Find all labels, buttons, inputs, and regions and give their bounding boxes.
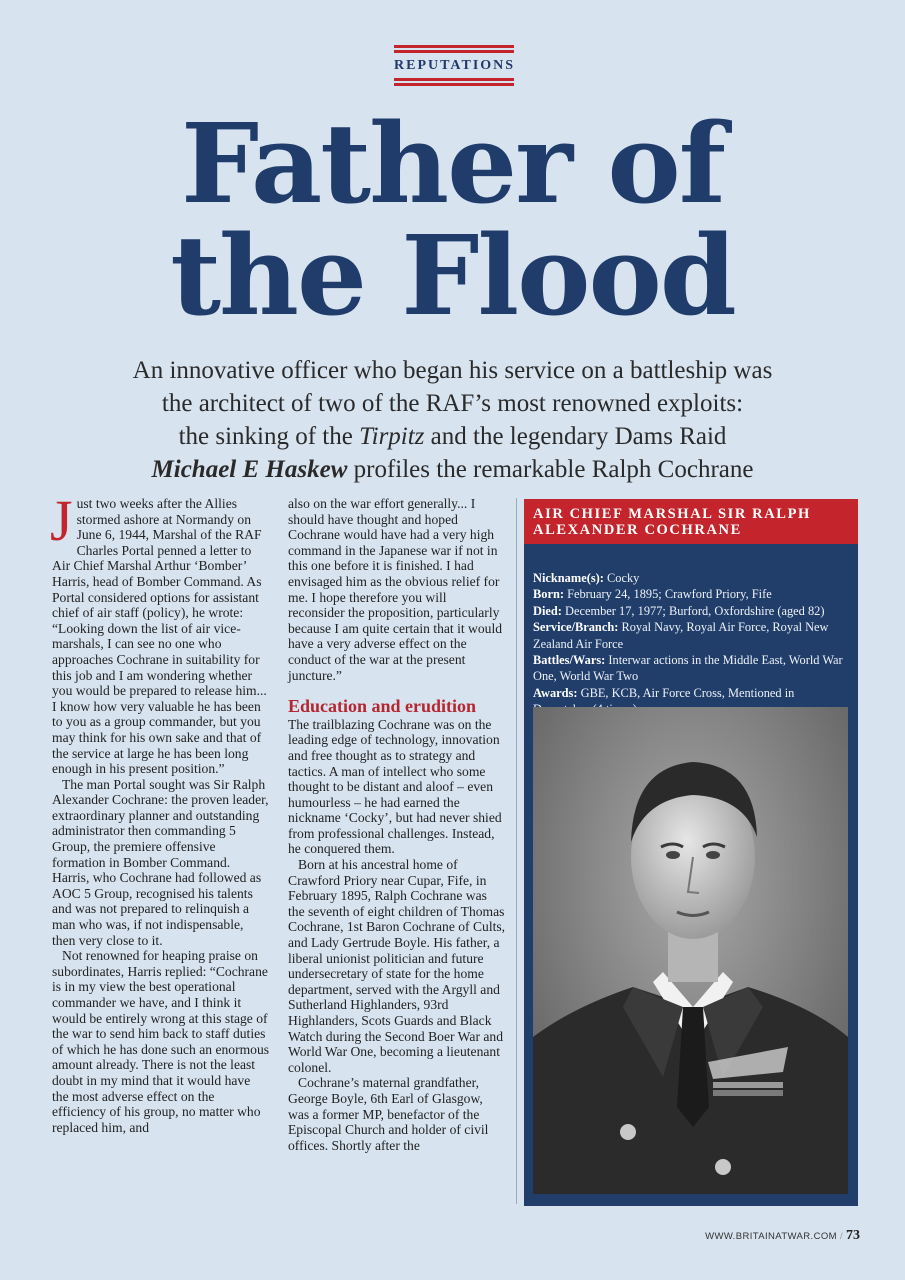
standfirst-line-2: the architect of two of the RAF’s most renowned exploits: xyxy=(161,390,744,417)
page-footer: WWW.BRITAINATWAR.COM / 73 xyxy=(705,1228,860,1243)
article-paragraph: Born at his ancestral home of Crawford Priory near Cupar, Fife, in February 1895, Ralph Cochrane was the seventh of eight children of Thomas Cochrane, 1st Baron Cochrane of Cults, and Lady Gertrude Boyle. His father, a liberal unionist politician and future undersecretary of state for the home department, served with the Argyll and Sutherland Highlanders, 93rd Highlanders, Scots Guards and Black Watch during the Second Boer War and World War One, becoming a lieutenant colonel. xyxy=(288,857,506,1075)
section-kicker xyxy=(394,45,514,88)
standfirst-line-1: An innovative officer who began his service on a battleship was xyxy=(132,357,773,384)
headline xyxy=(0,99,905,340)
standfirst-line-3-pre: the sinking of the xyxy=(178,423,360,450)
drop-cap: J xyxy=(50,488,73,553)
article-paragraph: The trailblazing Cochrane was on the leading edge of technology, innovation and free thought as to strategy and tactics. A man of intellect who some thought to be distant and aloof – even humourless – he had earned the nickname ‘Cocky’, but had never shied from professional challenges. Instead, he conquered them. xyxy=(288,716,502,857)
article-paragraph: also on the war effort generally... I should have thought and hoped Cochrane would have had a very high command in the Japanese war if not in this one before it is finished. I had envisaged him as the obvious relief for me. I hope therefore you will reconsider the proposition, particularly because I am quite certain that it would have a very adverse effect on the conduct of the war at the present juncture.” xyxy=(288,496,503,683)
article-paragraph: Just two weeks after the Allies stormed ashore at Normandy on June 6, 1944, Marshal of the RAF Charles Portal penned a letter to Air Chief Marshal Arthur ‘Bomber’ Harris, head of Bomber Command. As Portal considered options for assistant chief of air staff (policy), he wrote: “Looking down the list of air vice-marshals, I can see no one who approaches Cochrane in suitability for this job and I am wondering whether you would be prepared to release him... I know how very valuable he has been to you as a group commander, but you may think for his own sake and that of the service at large he has been long enough in his present position.” xyxy=(50,488,267,777)
headline-line-1: Father of xyxy=(180,99,725,228)
footer-url: WWW.BRITAINATWAR.COM xyxy=(705,1231,837,1242)
fact-list xyxy=(524,544,858,718)
column-divider xyxy=(516,498,517,1204)
standfirst xyxy=(60,354,845,486)
fact-row: Died: December 17, 1977; Burford, Oxfordshire (aged 82) xyxy=(533,603,825,618)
article-column-1 xyxy=(50,488,270,1135)
fact-row: Service/Branch: Royal Navy, Royal Air Force, Royal New Zealand Air Force xyxy=(533,620,829,651)
fact-row: Battles/Wars: Interwar actions in the Middle East, World War One, World War Two xyxy=(533,653,843,684)
fact-row: Born: February 24, 1895; Crawford Priory, Fife xyxy=(533,587,772,602)
standfirst-ship-name: Tirpitz xyxy=(359,423,425,450)
fact-row: Awards: GBE, KCB, Air Force Cross, Mentioned in xyxy=(533,685,795,700)
author-byline: Michael E Haskew xyxy=(151,456,348,483)
standfirst-line-4 xyxy=(60,453,845,486)
portrait-illustration xyxy=(533,707,848,1194)
article-paragraph: Cochrane’s maternal grandfather, George Boyle, 6th Earl of Glasgow, was a former MP, benefactor of the Episcopal Church and holder of civil offices. Shortly after the xyxy=(288,1075,489,1153)
standfirst-line-3-post: and the legendary Dams Raid xyxy=(424,423,727,450)
article-column-2 xyxy=(288,496,506,1153)
article-paragraph: The man Portal sought was Sir Ralph Alexander Cochrane: the proven leader, extraordinary planner and outstanding administrator then commanding 5 Group, the premiere offensive formation in Bomber Command. Harris, who Cochrane had followed as AOC 5 Group, recognised his talents and was not prepared to relinquish a man who was, if not indispensable, then very close to it. xyxy=(52,776,269,948)
standfirst-line-3 xyxy=(60,420,845,453)
headline-line-2: the Flood xyxy=(170,211,735,340)
sidebar-title: AIR CHIEF MARSHAL SIR RALPH ALEXANDER COCHRANE xyxy=(524,499,858,544)
standfirst-line-4-post: profiles the remarkable Ralph Cochrane xyxy=(347,456,754,483)
fact-row: Nickname(s): Cocky xyxy=(533,571,640,585)
page-number: 73 xyxy=(846,1228,860,1243)
portrait-photo xyxy=(533,707,848,1194)
section-subheading: Education and erudition xyxy=(288,696,477,717)
article-paragraph: Not renowned for heaping praise on subordinates, Harris replied: “Cochrane is in my view the best operational commander we have, and I think it would be entirely wrong at this stage of the war to send him back to staff duties of which he has done such an enormous amount already. There is not the least doubt in my mind that it would have the most adverse effect on the efficiency of his group, no matter who replaced him, and xyxy=(52,948,270,1135)
kicker-label: REPUTATIONS xyxy=(394,58,516,73)
